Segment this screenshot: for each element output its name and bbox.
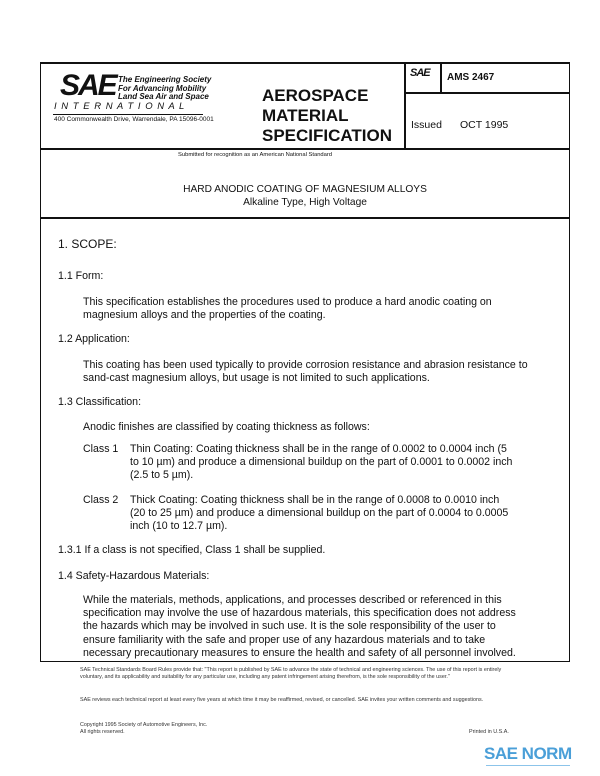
section-1-4: 1.4 Safety-Hazardous Materials: bbox=[58, 570, 210, 582]
divider bbox=[40, 148, 570, 150]
title-sub: Alkaline Type, High Voltage bbox=[243, 197, 367, 208]
section-1-2: 1.2 Application: bbox=[58, 333, 130, 345]
watermark-rule bbox=[486, 765, 570, 766]
section-1-1-text: This specification establishes the procedures used to produce a hard anodic coating on magnesium alloys and the properties of the coating. bbox=[83, 296, 492, 322]
title-main: HARD ANODIC COATING OF MAGNESIUM ALLOYS bbox=[183, 184, 427, 195]
divider bbox=[440, 62, 442, 92]
sae-norm-watermark-logo: SAE NORM bbox=[484, 744, 572, 763]
title-line: AEROSPACE bbox=[262, 86, 369, 105]
sae-logo: SAE bbox=[60, 69, 116, 102]
class2-label: Class 2 bbox=[83, 494, 119, 506]
section-1-3-text: Anodic finishes are classified by coating thickness as follows: bbox=[83, 421, 370, 433]
document-title bbox=[40, 183, 570, 209]
doc-number: AMS 2467 bbox=[447, 72, 495, 83]
section-1-3-1: 1.3.1 If a class is not specified, Class 1 shall be supplied. bbox=[58, 544, 326, 556]
tagline-line: For Advancing Mobility bbox=[118, 83, 207, 93]
section-1-1: 1.1 Form: bbox=[58, 270, 104, 282]
submitted-note: Submitted for recognition as an American National Standard bbox=[178, 152, 333, 158]
spec-title bbox=[262, 86, 392, 146]
tagline-line: The Engineering Society bbox=[118, 75, 212, 84]
footer-printed: Printed in U.S.A. bbox=[469, 729, 509, 735]
sae-small-logo: SAE bbox=[410, 67, 430, 79]
issued-label: Issued bbox=[411, 119, 442, 131]
section-scope: 1. SCOPE: bbox=[58, 237, 117, 251]
tagline-line: Land Sea Air and Space bbox=[118, 92, 209, 102]
title-line: MATERIAL bbox=[262, 106, 349, 125]
section-1-4-text: While the materials, methods, applications, and processes described or referenced in this specification may involve the use of hazardous materials, this specification does not address the hazards which may be involved in such use. It is the sole responsibility of the user to ensure familiarity with the safe and proper use of any hazardous materials and to take necessary precautionary measures to ensure the health and safety of all personnel involved. bbox=[83, 594, 516, 659]
section-1-2-text: This coating has been used typically to provide corrosion resistance and abrasion resistance to sand-cast magnesium alloys, but usage is not limited to such applications. bbox=[83, 359, 528, 385]
society-tagline bbox=[118, 76, 211, 102]
footer-copyright: Copyright 1995 Society of Automotive Engineers, Inc. bbox=[80, 722, 208, 728]
footer-review: SAE reviews each technical report at least every five years at which time it may be reaffirmed, revised, or cancelled. SAE invites your written comments and suggestions. bbox=[80, 697, 484, 703]
divider bbox=[40, 217, 570, 219]
class2-text: Thick Coating: Coating thickness shall be in the range of 0.0008 to 0.0010 inch (20 to 25 µm) and produce a dimensional buildup on the part of 0.0004 to 0.0005 inch (10 to 12.7 µm). bbox=[130, 494, 509, 533]
divider bbox=[404, 92, 570, 94]
section-1-3: 1.3 Classification: bbox=[58, 396, 142, 408]
address: 400 Commonwealth Drive, Warrendale, PA 15096-0001 bbox=[54, 116, 214, 123]
international-text: I N T E R N A T I O N A L bbox=[54, 101, 186, 112]
class1-label: Class 1 bbox=[83, 443, 119, 455]
divider bbox=[53, 114, 203, 115]
class1-text: Thin Coating: Coating thickness shall be in the range of 0.0002 to 0.0004 inch (5 to 10 µm) and produce a dimensional buildup on the part of 0.0001 to 0.0002 inch (2.5 to 5 µm). bbox=[130, 443, 513, 482]
footer-rules: SAE Technical Standards Board Rules provide that: "This report is published by SAE to advance the state of technical and engineering sciences. The use of this report is entirely voluntary, and its applicability and suitability for any particular use, including any patent infringement arising therefrom, is the sole responsibility of the user." bbox=[80, 667, 502, 680]
issued-date: OCT 1995 bbox=[460, 119, 509, 131]
title-line: SPECIFICATION bbox=[262, 126, 393, 145]
divider bbox=[404, 62, 406, 148]
footer-rights: All rights reserved. bbox=[80, 729, 125, 735]
